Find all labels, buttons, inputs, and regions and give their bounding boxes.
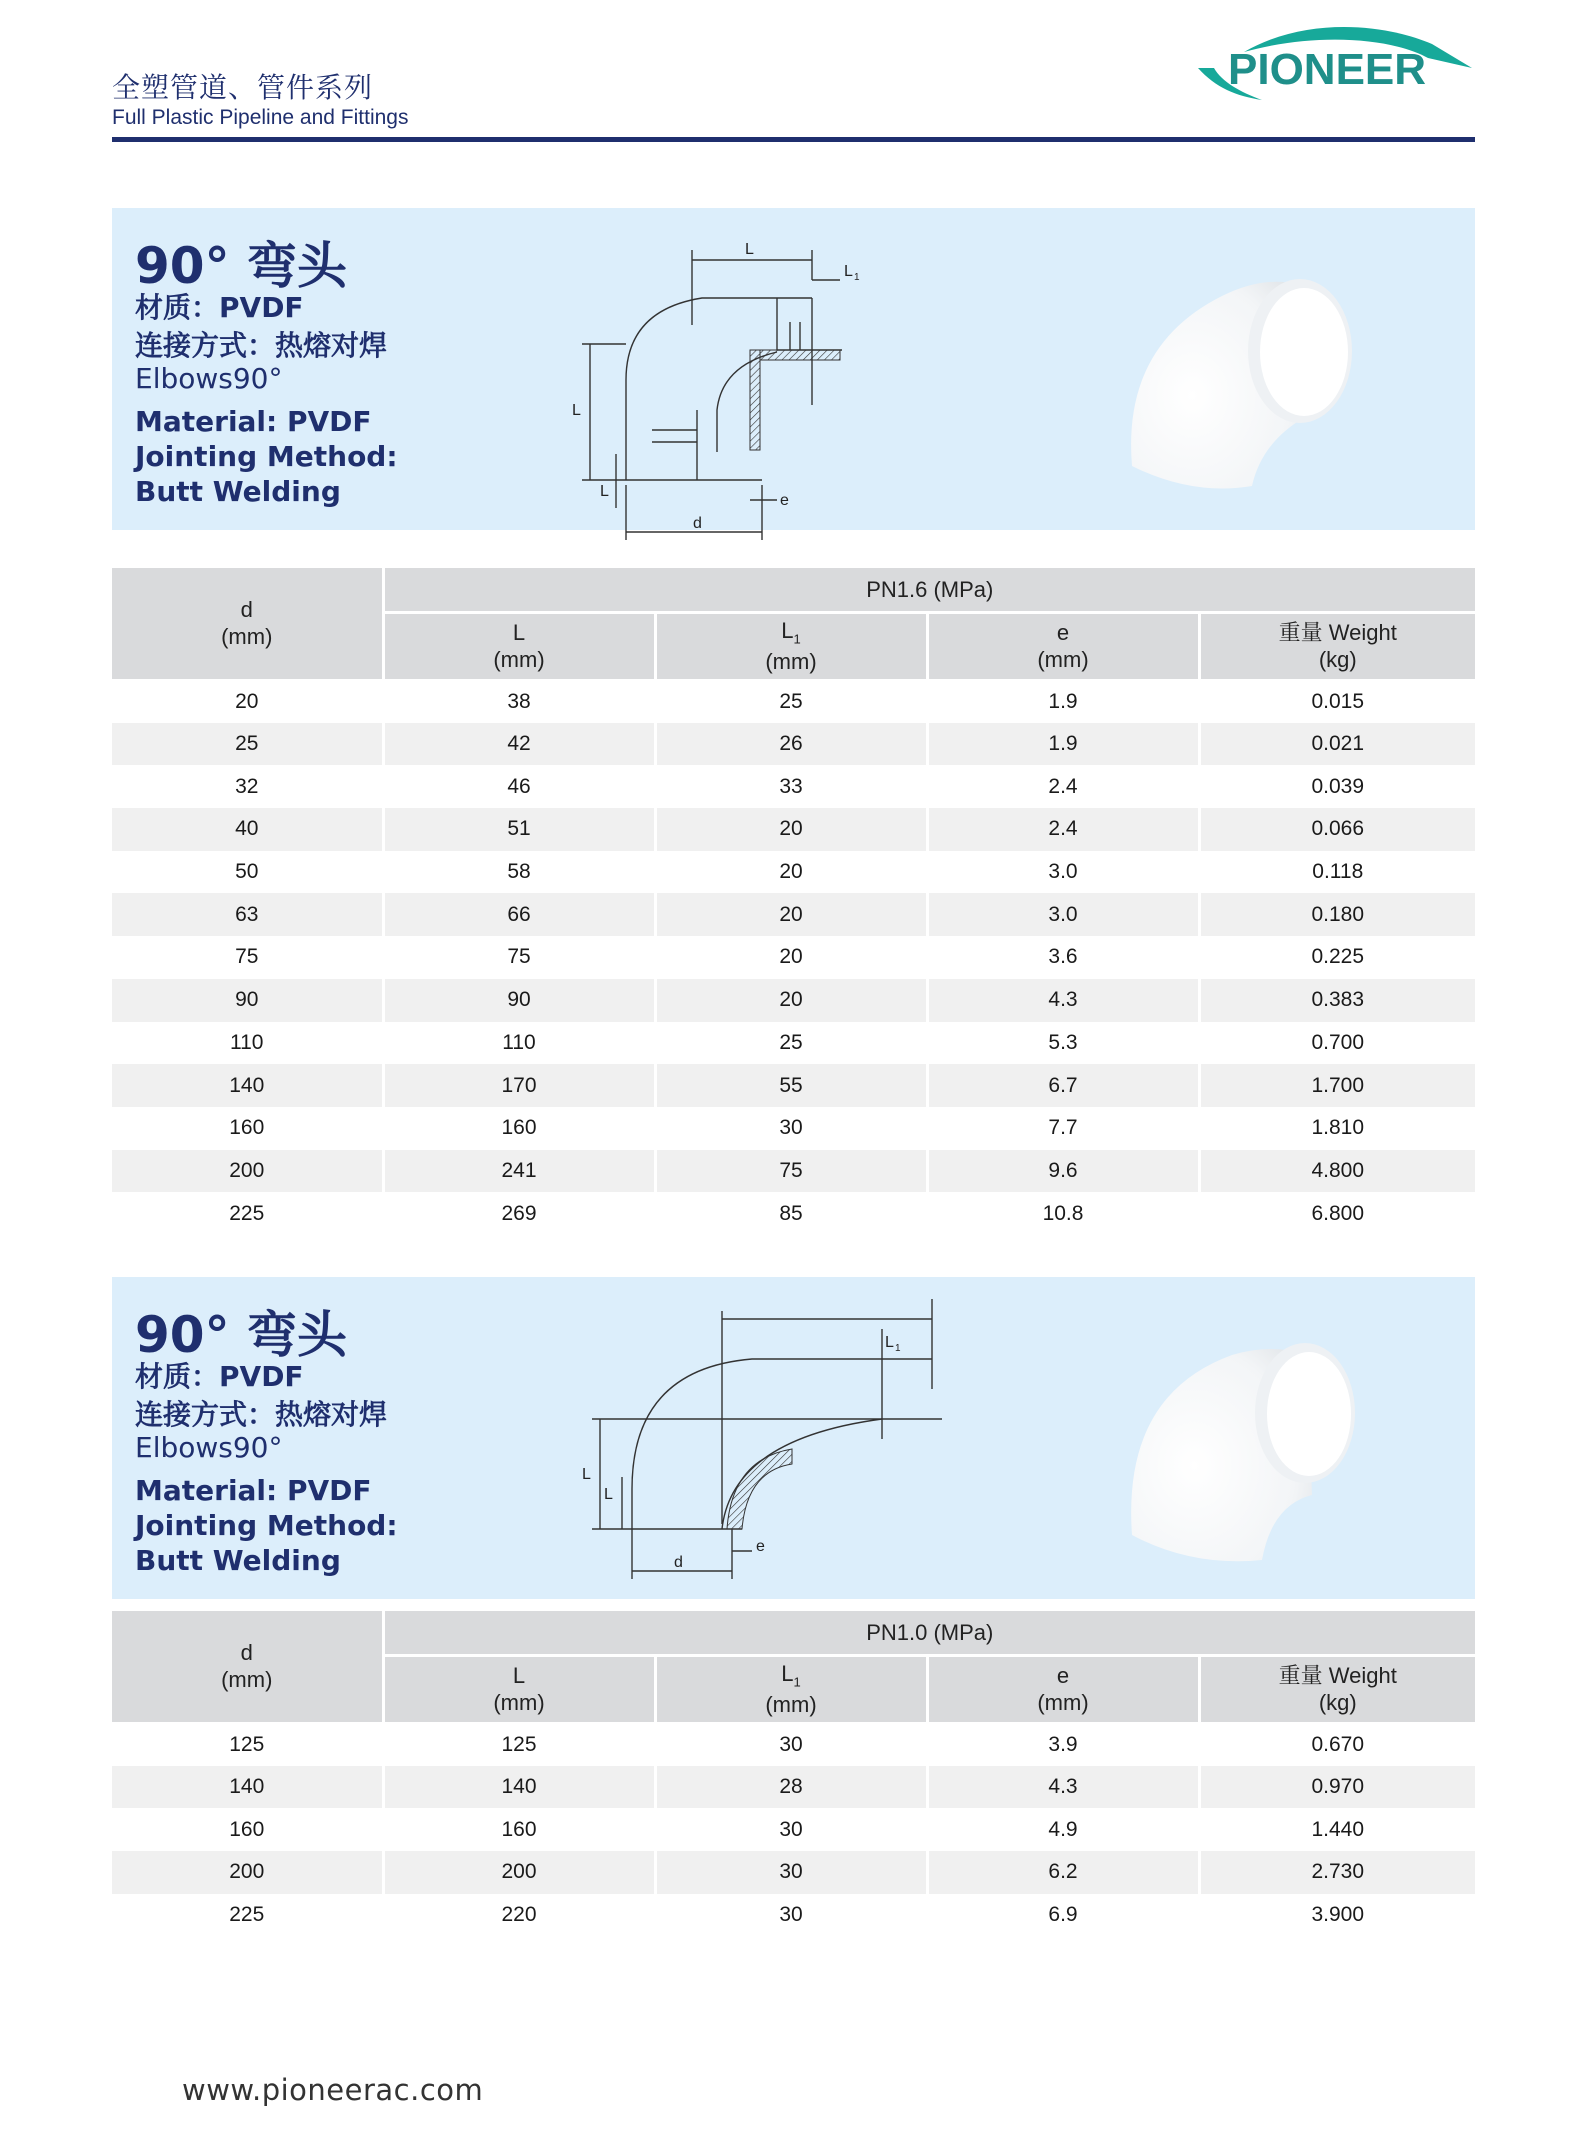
cell-d: 140 (112, 1064, 383, 1107)
dim-label-L-top: L (745, 241, 754, 258)
col-header-weight (1199, 1655, 1475, 1723)
cell-L: 140 (383, 1766, 655, 1809)
cell-d: 140 (112, 1766, 383, 1809)
product-name-en: Elbows90° (135, 362, 283, 395)
col-header-weight (1199, 612, 1475, 680)
table-row (112, 1022, 1475, 1065)
elbow-buttweld-drawing (582, 1289, 952, 1589)
cell-e: 5.3 (927, 1022, 1199, 1065)
header-divider (112, 137, 1475, 142)
cell-d: 160 (229, 1116, 265, 1140)
cell-e: 3.0 (927, 851, 1199, 894)
col-header-L1-label: L (781, 617, 794, 643)
cell-L: 125 (383, 1723, 655, 1766)
table-row (112, 723, 1475, 766)
dim-label-L1-top: L (885, 1334, 894, 1351)
col-header-e-unit: (mm) (1037, 647, 1089, 672)
cell-e: 2.4 (927, 808, 1199, 851)
col-header-L1-sub: 1 (793, 631, 801, 647)
cell-d: 63 (112, 893, 383, 936)
cell-weight: 1.440 (1199, 1808, 1475, 1851)
cell-e: 9.6 (927, 1150, 1199, 1193)
cell-d: 75 (235, 945, 259, 969)
cell-weight: 2.730 (1199, 1851, 1475, 1894)
cell-weight: 0.670 (1199, 1723, 1475, 1766)
cell-e: 2.4 (927, 765, 1199, 808)
col-header-L1-sub: 1 (793, 1674, 801, 1690)
cell-weight: 0.383 (1199, 979, 1475, 1022)
logo-text: PIONEER (1228, 45, 1427, 94)
table-row (112, 893, 1475, 936)
cell-L1: 30 (655, 1808, 927, 1851)
cell-weight: 0.225 (1199, 936, 1475, 979)
table-row (112, 808, 1475, 851)
cell-L1: 20 (655, 893, 927, 936)
col-header-d-unit: (mm) (221, 624, 273, 650)
col-header-L-unit: (mm) (493, 1690, 545, 1715)
table-row (112, 1192, 1475, 1235)
elbow-photo (1112, 266, 1372, 496)
cell-weight: 4.800 (1199, 1150, 1475, 1193)
jointing-method-en: Jointing Method: (135, 440, 398, 473)
cell-e: 10.8 (927, 1192, 1199, 1235)
col-header-d-unit: (mm) (221, 1667, 273, 1693)
spec-table-2-body (112, 1723, 1475, 1936)
cell-weight: 6.800 (1199, 1192, 1475, 1235)
cell-L1: 20 (655, 808, 927, 851)
cell-e: 4.9 (927, 1808, 1199, 1851)
dim-label-d: d (693, 515, 702, 532)
cell-L1: 75 (655, 1150, 927, 1193)
cell-L: 170 (383, 1064, 655, 1107)
product-name-en: Elbows90° (135, 1431, 283, 1464)
cell-L: 160 (383, 1107, 655, 1150)
spec-table-1 (112, 568, 1475, 1235)
material-en: Material: PVDF (135, 405, 372, 438)
header-title-cn: 全塑管道、管件系列 (112, 71, 374, 104)
cell-L: 58 (383, 851, 655, 894)
cell-L: 66 (383, 893, 655, 936)
jointing-method-cn: 连接方式：热熔对焊 (135, 1398, 388, 1431)
table-row (112, 680, 1475, 723)
col-header-L1-label: L (781, 1660, 794, 1686)
cell-weight: 1.810 (1199, 1107, 1475, 1150)
table-row (112, 1766, 1475, 1809)
table-row (112, 1723, 1475, 1766)
material-en: Material: PVDF (135, 1474, 372, 1507)
cell-weight: 0.118 (1199, 851, 1475, 894)
col-header-L1 (655, 1655, 927, 1723)
cell-weight: 3.900 (1199, 1894, 1475, 1937)
cell-e: 1.9 (927, 680, 1199, 723)
col-header-L1-unit: (mm) (765, 648, 817, 674)
elbow-photo (1112, 1335, 1372, 1565)
cell-L: 200 (383, 1851, 655, 1894)
cell-d: 125 (229, 1733, 265, 1757)
cell-L: 42 (383, 723, 655, 766)
cell-weight: 0.066 (1199, 808, 1475, 851)
col-header-L1 (655, 612, 927, 680)
table-row (112, 851, 1475, 894)
cell-L1: 85 (655, 1192, 927, 1235)
cell-d: 160 (229, 1817, 265, 1841)
cell-L: 220 (383, 1894, 655, 1937)
dim-label-e: e (780, 492, 789, 509)
col-header-e-label: e (1056, 1662, 1070, 1688)
cell-d: 110 (230, 1030, 264, 1054)
col-header-L1-unit: (mm) (765, 1691, 817, 1717)
footer-url: www.pioneerac.com (182, 2073, 484, 2107)
cell-L: 90 (383, 979, 655, 1022)
header-title-en: Full Plastic Pipeline and Fittings (112, 106, 409, 129)
col-header-L (383, 612, 655, 680)
table-row (112, 1894, 1475, 1937)
cell-d: 200 (112, 1851, 383, 1894)
dim-label-L-left: L (582, 1466, 591, 1483)
product-title: 90° 弯头 (135, 1306, 347, 1364)
table-row (112, 1851, 1475, 1894)
cell-L1: 20 (655, 979, 927, 1022)
col-header-weight-unit: (kg) (1318, 1690, 1357, 1715)
cell-d: 20 (235, 690, 259, 714)
jointing-method-en-2: Butt Welding (135, 1544, 341, 1577)
col-header-d (112, 568, 383, 680)
col-header-L-label: L (512, 1662, 526, 1688)
col-header-weight-label: 重量 Weight (1278, 1662, 1397, 1688)
jointing-method-en: Jointing Method: (135, 1509, 398, 1542)
col-header-e (927, 1655, 1199, 1723)
cell-weight: 0.021 (1199, 723, 1475, 766)
col-header-L-unit: (mm) (493, 647, 545, 672)
cell-L: 110 (383, 1022, 655, 1065)
cell-d: 40 (112, 808, 383, 851)
col-header-e-unit: (mm) (1037, 1690, 1089, 1715)
cell-weight: 0.180 (1199, 893, 1475, 936)
col-header-L-label: L (512, 619, 526, 645)
col-header-weight-label: 重量 Weight (1278, 619, 1397, 645)
product-panel-2 (112, 1277, 1475, 1599)
elbow-socket-drawing (572, 230, 962, 532)
cell-L1: 20 (655, 936, 927, 979)
pioneer-logo (1196, 22, 1480, 102)
cell-L: 38 (383, 680, 655, 723)
table-row (112, 765, 1475, 808)
cell-d: 25 (112, 723, 383, 766)
cell-L1: 30 (655, 1107, 927, 1150)
cell-weight: 1.700 (1199, 1064, 1475, 1107)
cell-d: 200 (112, 1150, 383, 1193)
cell-e: 6.7 (927, 1064, 1199, 1107)
cell-L1: 20 (655, 851, 927, 894)
pressure-header: PN1.0 (MPa) (383, 1611, 1475, 1655)
cell-L: 241 (383, 1150, 655, 1193)
cell-L1: 30 (655, 1894, 927, 1937)
product-panel-1 (112, 208, 1475, 530)
cell-L: 75 (383, 936, 655, 979)
cell-L1: 30 (655, 1851, 927, 1894)
table-row (112, 1150, 1475, 1193)
dim-label-L-left: L (572, 402, 581, 419)
cell-d: 90 (112, 979, 383, 1022)
dim-label-L1-left: L (600, 483, 609, 500)
cell-d: 50 (235, 860, 259, 884)
cell-e: 3.0 (927, 893, 1199, 936)
cell-L1: 25 (655, 1022, 927, 1065)
cell-L1: 28 (655, 1766, 927, 1809)
dim-label-d: d (674, 1554, 683, 1571)
jointing-method-cn: 连接方式：热熔对焊 (135, 329, 388, 362)
cell-weight: 0.039 (1199, 765, 1475, 808)
cell-e: 6.9 (927, 1894, 1199, 1937)
cell-weight: 0.970 (1199, 1766, 1475, 1809)
col-header-weight-unit: (kg) (1318, 647, 1357, 672)
cell-L1: 26 (655, 723, 927, 766)
cell-L: 160 (383, 1808, 655, 1851)
col-header-e (927, 612, 1199, 680)
table-row (112, 936, 1475, 979)
cell-e: 3.6 (927, 936, 1199, 979)
col-header-L (383, 1655, 655, 1723)
col-header-e-label: e (1056, 619, 1070, 645)
cell-L: 46 (383, 765, 655, 808)
material-cn: 材质：PVDF (135, 1360, 304, 1393)
cell-L1: 55 (655, 1064, 927, 1107)
cell-e: 6.2 (927, 1851, 1199, 1894)
cell-L: 51 (383, 808, 655, 851)
cell-e: 4.3 (927, 1766, 1199, 1809)
spec-table-1-body (112, 680, 1475, 1235)
cell-L1: 30 (655, 1723, 927, 1766)
cell-e: 3.9 (927, 1723, 1199, 1766)
cell-d: 225 (229, 1903, 265, 1927)
col-header-d-label: d (240, 1639, 253, 1665)
cell-e: 4.3 (927, 979, 1199, 1022)
table-row (112, 979, 1475, 1022)
cell-weight: 0.015 (1199, 680, 1475, 723)
cell-weight: 0.700 (1199, 1022, 1475, 1065)
cell-L1: 25 (655, 680, 927, 723)
dim-label-L1-left: L (604, 1486, 613, 1503)
cell-L1: 33 (655, 765, 927, 808)
dim-label-L1-sub: 1 (895, 1343, 901, 1354)
col-header-d-label: d (240, 596, 253, 622)
dim-label-e: e (756, 1538, 765, 1555)
table-row (112, 1107, 1475, 1150)
dim-label-L1-sub: 1 (854, 272, 860, 283)
cell-e: 1.9 (927, 723, 1199, 766)
material-cn: 材质：PVDF (135, 291, 304, 324)
spec-table-2 (112, 1611, 1475, 1936)
jointing-method-en-2: Butt Welding (135, 475, 341, 508)
cell-d: 32 (235, 774, 259, 798)
pressure-header: PN1.6 (MPa) (383, 568, 1475, 612)
dim-label-L1-top: L (844, 263, 853, 280)
table-row (112, 1064, 1475, 1107)
cell-e: 7.7 (927, 1107, 1199, 1150)
table-row (112, 1808, 1475, 1851)
col-header-d (112, 1611, 383, 1723)
product-title: 90° 弯头 (135, 237, 347, 295)
cell-L: 269 (383, 1192, 655, 1235)
cell-d: 225 (229, 1201, 265, 1225)
